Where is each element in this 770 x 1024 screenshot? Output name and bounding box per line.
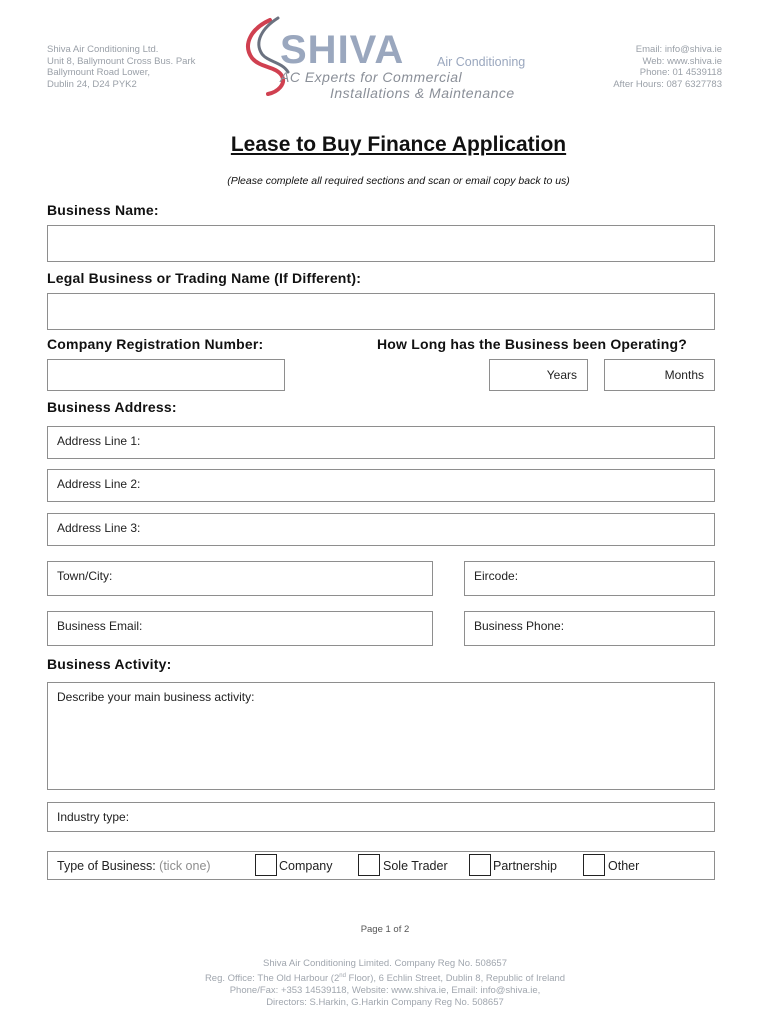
months-field[interactable]	[604, 359, 715, 391]
business-email-label: Business Email:	[57, 619, 143, 633]
address-line-1-field[interactable]	[47, 426, 715, 459]
tick-one-hint: (tick one)	[159, 859, 211, 873]
company-checkbox[interactable]	[255, 854, 277, 876]
footer	[0, 958, 770, 1009]
address-line: Shiva Air Conditioning Ltd.	[47, 44, 159, 55]
sole-trader-checkbox[interactable]	[358, 854, 380, 876]
type-of-business-row	[47, 851, 715, 880]
other-option-label: Other	[608, 859, 640, 873]
other-checkbox[interactable]	[583, 854, 605, 876]
address-line-3-label: Address Line 3:	[57, 521, 141, 535]
town-city-field[interactable]	[47, 561, 433, 596]
type-of-business-label	[57, 859, 211, 873]
contact-after-hours: After Hours: 087 6327783	[613, 78, 722, 90]
how-long-label: How Long has the Business been Operating?	[377, 336, 688, 352]
contact-email: Email: info@shiva.ie	[635, 44, 722, 55]
address-line: Dublin 24, D24 PYK2	[47, 78, 137, 90]
tagline: AC Experts for Commercial	[280, 69, 463, 85]
legal-name-field[interactable]	[47, 293, 715, 330]
page-number: Page 1 of 2	[360, 924, 410, 935]
business-email-field[interactable]	[47, 611, 433, 646]
page-subtitle: (Please complete all required sections and scan or email copy back to us)	[227, 175, 570, 187]
tagline: Installations & Maintenance	[330, 85, 515, 101]
business-activity-label: Business Activity:	[47, 656, 172, 672]
address-line: Unit 8, Ballymount Cross Bus. Park	[47, 55, 196, 67]
contact-info	[613, 44, 722, 90]
activity-description-label: Describe your main business activity:	[57, 690, 255, 704]
eircode-label: Eircode:	[474, 569, 519, 583]
industry-type-field[interactable]	[47, 802, 715, 832]
partnership-option-label: Partnership	[493, 859, 557, 873]
address-line-1-label: Address Line 1:	[57, 434, 141, 448]
footer-reg-office: Reg. Office: The Old Harbour (2nd Floor), 6 Echlin Street, Dublin 8, Republic of Ireland	[204, 973, 566, 985]
business-name-label: Business Name:	[47, 202, 159, 218]
contact-phone: Phone: 01 4539118	[639, 67, 722, 78]
logo-subtitle: Air Conditioning	[437, 55, 526, 69]
company-reg-field[interactable]	[47, 359, 285, 391]
address-line-3-field[interactable]	[47, 513, 715, 546]
industry-type-label: Industry type:	[57, 810, 130, 824]
address-line: Ballymount Road Lower,	[47, 67, 150, 78]
address-line-2-field[interactable]	[47, 469, 715, 502]
months-label: Months	[664, 368, 704, 382]
page-title: Lease to Buy Finance Application	[230, 133, 567, 156]
eircode-field[interactable]	[464, 561, 715, 596]
footer-directors: Directors: S.Harkin, G.Harkin Company Reg No. 508657	[266, 997, 504, 1009]
business-phone-field[interactable]	[464, 611, 715, 646]
footer-company: Shiva Air Conditioning Limited. Company Reg No. 508657	[263, 958, 507, 969]
company-address	[47, 44, 195, 90]
address-line-2-label: Address Line 2:	[57, 477, 141, 491]
company-option-label: Company	[279, 859, 333, 873]
years-label: Years	[546, 368, 577, 382]
activity-description-field[interactable]	[47, 682, 715, 790]
sole-trader-option-label: Sole Trader	[383, 859, 448, 873]
legal-name-label: Legal Business or Trading Name (If Different):	[47, 270, 362, 286]
business-phone-label: Business Phone:	[474, 619, 565, 633]
town-city-label: Town/City:	[57, 569, 113, 583]
partnership-checkbox[interactable]	[469, 854, 491, 876]
years-field[interactable]	[489, 359, 588, 391]
logo-wordmark: SHIVA	[280, 28, 405, 72]
business-name-field[interactable]	[47, 225, 715, 262]
footer-contact: Phone/Fax: +353 14539118, Website: www.shiva.ie, Email: info@shiva.ie,	[229, 985, 541, 997]
business-address-label: Business Address:	[47, 399, 177, 415]
type-of-business-text: Type of Business:	[57, 859, 156, 873]
contact-web: Web: www.shiva.ie	[642, 55, 722, 67]
company-reg-label: Company Registration Number:	[47, 336, 264, 352]
